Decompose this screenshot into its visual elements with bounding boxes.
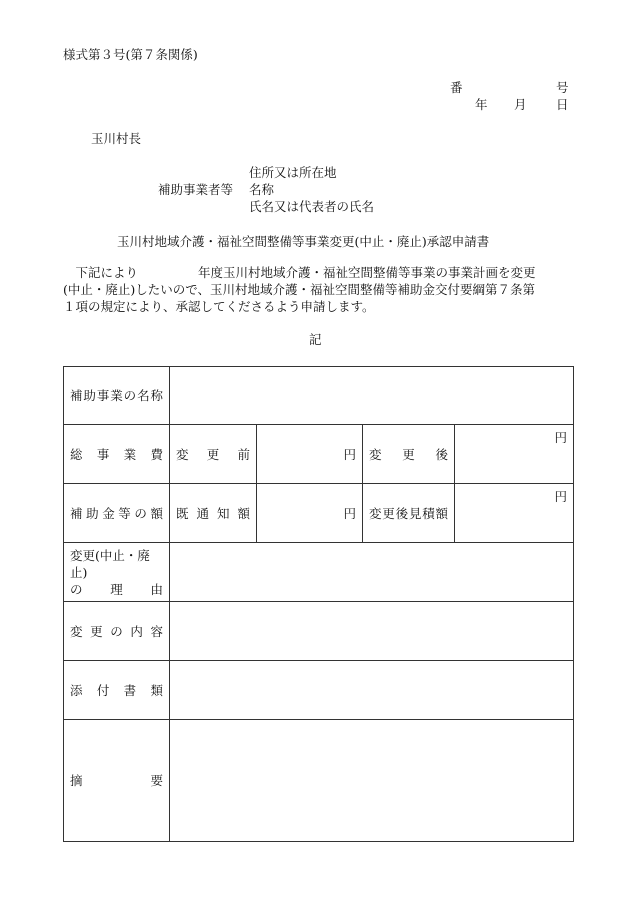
subsidy-label: 補助金等の額 (70, 505, 163, 521)
table-row-reason (64, 543, 574, 602)
estimated-after-value[interactable] (455, 484, 574, 543)
project-name-label: 補助事業の名称 (70, 388, 163, 403)
reason-value[interactable] (170, 543, 574, 602)
body-paragraph (63, 264, 578, 315)
after-change-value[interactable] (455, 425, 574, 484)
yen-unit: 円 (554, 430, 567, 445)
number-label: 番 (450, 80, 463, 95)
yen-unit: 円 (343, 505, 356, 521)
date-month-label: 月 (514, 97, 527, 112)
yen-unit: 円 (554, 489, 567, 504)
body-line1-a: 下記により (75, 265, 139, 280)
reason-label-line1: 変更(中止・廃止) (70, 547, 150, 580)
table-row-attachments (64, 661, 574, 720)
representative-label: 氏名又は代表者の氏名 (249, 199, 375, 214)
notified-value[interactable] (257, 484, 363, 543)
change-content-value[interactable] (170, 602, 574, 661)
date-year-label: 年 (475, 97, 488, 112)
ki-heading: 記 (309, 332, 322, 347)
change-content-label: 変更の内容 (70, 623, 163, 639)
number-suffix: 号 (556, 80, 569, 95)
body-line3: １項の規定により、承認してくださるよう申請します。 (63, 299, 375, 314)
reason-label-line2: の理由 (70, 581, 163, 597)
body-line1-b: 年度玉川村地域介護・福祉空間整備等事業の事業計画を変更 (198, 265, 536, 280)
table-row-remarks (64, 720, 574, 842)
remarks-value[interactable] (170, 720, 574, 842)
remarks-label: 摘要 (70, 773, 163, 788)
name-label: 名称 (249, 182, 275, 197)
yen-unit: 円 (343, 446, 356, 462)
document-title: 玉川村地域介護・福祉空間整備等事業変更(中止・廃止)承認申請書 (117, 234, 490, 249)
before-change-value[interactable] (257, 425, 363, 484)
date-day-label: 日 (556, 97, 569, 112)
after-change-label: 変更後 (369, 446, 448, 462)
total-cost-label: 総事業費 (70, 446, 163, 462)
table-row-total-cost (64, 425, 574, 484)
table-row-change-content (64, 602, 574, 661)
application-table (63, 366, 574, 842)
body-line2: (中止・廃止)したいので、玉川村地域介護・福祉空間整備等補助金交付要綱第７条第 (63, 282, 536, 297)
addressee: 玉川村長 (91, 131, 142, 146)
table-row-project-name (64, 367, 574, 425)
notified-label: 既通知額 (176, 505, 250, 521)
address-label: 住所又は所在地 (249, 165, 337, 180)
project-name-value[interactable] (170, 367, 574, 425)
attachments-label: 添付書類 (70, 682, 163, 698)
attachments-value[interactable] (170, 661, 574, 720)
table-row-subsidy (64, 484, 574, 543)
form-number: 様式第３号(第７条関係) (63, 47, 198, 62)
estimated-after-label: 変更後見積額 (369, 505, 448, 521)
before-change-label: 変更前 (176, 446, 250, 462)
applicant-label: 補助事業者等 (158, 182, 234, 197)
